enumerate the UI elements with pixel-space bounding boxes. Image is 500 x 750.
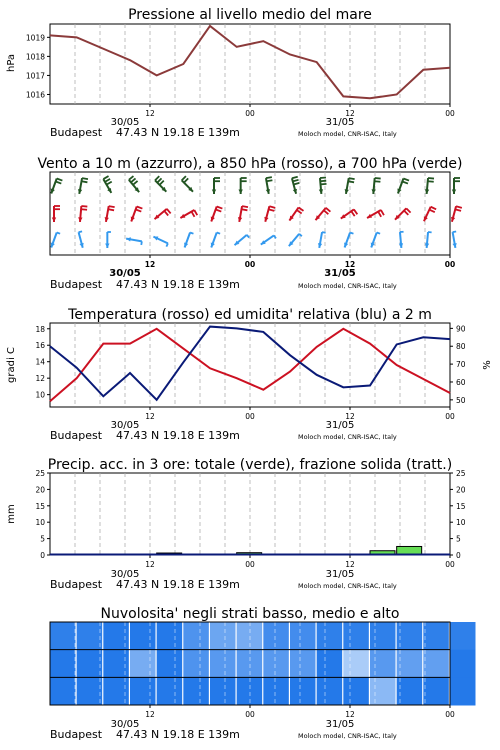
cloud-cell xyxy=(450,677,476,705)
wind-barb xyxy=(351,211,354,216)
wind-arrow-850hpa xyxy=(52,206,60,222)
wind-barb xyxy=(141,241,142,245)
wind-arrow-10m xyxy=(371,232,380,247)
x-tick-label: 12 xyxy=(345,109,355,118)
wind-barb xyxy=(299,207,304,210)
wind-arrow-700hpa xyxy=(51,178,63,193)
wind-barb xyxy=(266,177,272,178)
wind-head xyxy=(51,243,55,248)
wind-barb xyxy=(164,211,168,216)
wind-barb xyxy=(375,178,381,179)
wind-barb xyxy=(354,209,357,214)
pressure-frame xyxy=(50,24,450,104)
wind-barb xyxy=(82,181,88,182)
y-right-tick-label: 60 xyxy=(456,377,466,387)
wind-arrow-700hpa xyxy=(372,178,381,194)
cloud-cell xyxy=(317,650,343,678)
wind-arrow-700hpa xyxy=(155,176,166,192)
wind-barb xyxy=(190,232,193,233)
wind-barb xyxy=(326,208,331,212)
wind-arrow-850hpa xyxy=(180,210,197,218)
wind-barb xyxy=(191,212,194,217)
x-tick-label: 12 xyxy=(145,560,155,569)
station-coords: 47.43 N 19.18 E 139m xyxy=(116,578,240,591)
x-tick-label: 12 xyxy=(345,412,355,421)
wind-barb xyxy=(378,212,381,217)
wind-barb xyxy=(350,232,353,233)
cloud-cell xyxy=(130,677,156,705)
wind-barb xyxy=(216,209,222,211)
wind-arrow-850hpa xyxy=(451,206,462,221)
wind-arrow-850hpa xyxy=(78,206,87,222)
cloud-cell xyxy=(290,677,316,705)
wind-head xyxy=(238,189,242,194)
date-label-2: 31/05 xyxy=(325,117,355,128)
wind-head xyxy=(131,217,135,222)
wind-barb xyxy=(266,180,272,181)
date-label-1: 30/05 xyxy=(110,719,140,730)
wind-barb xyxy=(292,177,298,179)
date-label-2: 31/05 xyxy=(325,719,355,730)
wind-arrow-10m xyxy=(344,232,353,247)
cloud-cell xyxy=(77,650,103,678)
wind-barb xyxy=(129,176,134,180)
cloud-cell xyxy=(450,622,476,650)
wind-barb xyxy=(137,206,143,208)
wind-barb xyxy=(453,231,457,232)
wind-arrow-850hpa xyxy=(424,207,436,222)
wind-arrow-850hpa xyxy=(131,206,143,221)
wind-arrow-10m xyxy=(425,232,432,248)
cloud-cell xyxy=(290,622,316,650)
wind-head xyxy=(452,189,456,194)
cloud-cell xyxy=(343,622,369,650)
wind-arrow-700hpa xyxy=(452,178,460,194)
cloud-cell xyxy=(317,677,343,705)
y-tick-label: 18 xyxy=(35,324,45,334)
y-right-tick-label: 25 xyxy=(456,469,466,478)
station-name: Budapest xyxy=(50,578,103,591)
x-tick-label: 00 xyxy=(445,109,455,118)
cloud-cell xyxy=(237,650,263,678)
y-tick-label: 1018 xyxy=(25,52,45,62)
cloud-cell xyxy=(157,650,183,678)
wind-barb xyxy=(377,232,380,233)
wind-barb xyxy=(81,209,87,210)
wind-arrow-850hpa xyxy=(264,206,275,221)
precipitation-frame xyxy=(50,473,450,555)
wind-head xyxy=(212,189,216,194)
wind-barb xyxy=(155,176,159,180)
cloud-cell xyxy=(423,677,449,705)
x-tick-label: 00 xyxy=(245,560,255,569)
temperature-panel xyxy=(6,307,493,442)
y-right-tick-label: 70 xyxy=(456,360,466,370)
precipitation-ylabel: mm xyxy=(6,504,17,524)
cloud-cell xyxy=(210,622,236,650)
x-tick-label: 00 xyxy=(245,109,255,118)
wind-arrow-700hpa xyxy=(266,177,273,194)
cloud-cell xyxy=(263,650,289,678)
wind-title: Vento a 10 m (azzurro), a 850 hPa (rosso), a 700 hPa (verde) xyxy=(37,156,463,172)
cloud-cell xyxy=(237,677,263,705)
cloud-cell xyxy=(450,650,476,678)
wind-barb xyxy=(429,210,434,213)
station-name: Budapest xyxy=(50,429,103,442)
model-credit: Moloch model, CNR-ISAC, Italy xyxy=(298,732,397,740)
wind-barb xyxy=(274,235,276,238)
cloud-cell xyxy=(157,677,183,705)
wind-barb xyxy=(242,206,248,207)
humidity-ylabel: % xyxy=(482,360,493,370)
wind-barb xyxy=(269,209,275,211)
pressure-title: Pressione al livello medio del mare xyxy=(128,7,372,23)
y-right-tick-label: 0 xyxy=(456,551,461,560)
x-tick-label: 00 xyxy=(245,710,255,719)
wind-head xyxy=(425,243,429,248)
y-tick-label: 1019 xyxy=(25,33,45,43)
wind-barb xyxy=(269,206,275,208)
wind-arrow-10m xyxy=(399,232,404,248)
wind-barb xyxy=(107,182,112,185)
wind-arrow-700hpa xyxy=(182,176,193,192)
wind-barb xyxy=(167,209,171,214)
model-credit: Moloch model, CNR-ISAC, Italy xyxy=(298,433,397,441)
wind-arrow-700hpa xyxy=(319,178,327,194)
wind-head xyxy=(319,189,323,194)
y-tick-label: 16 xyxy=(35,341,45,351)
x-tick-label: 12 xyxy=(145,109,155,118)
wind-arrow-700hpa xyxy=(238,178,246,194)
cloud-cell xyxy=(370,650,396,678)
wind-arrow-850hpa xyxy=(289,207,303,220)
wind-arrow-700hpa xyxy=(212,178,220,194)
cloud-cell xyxy=(397,622,423,650)
wind-arrow-10m xyxy=(126,237,142,245)
x-tick-label: 12 xyxy=(345,560,355,569)
wind-barb xyxy=(403,178,409,180)
wind-barb xyxy=(320,181,326,182)
wind-barb xyxy=(56,181,62,183)
station-name: Budapest xyxy=(50,126,103,139)
x-tick-label: 00 xyxy=(445,710,455,719)
wind-barb xyxy=(184,178,188,182)
wind-barb xyxy=(105,179,110,182)
wind-barb xyxy=(109,206,115,207)
wind-arrow-850hpa xyxy=(395,208,411,219)
wind-barb xyxy=(131,178,136,182)
wind-arrow-10m xyxy=(51,232,60,247)
wind-arrow-700hpa xyxy=(425,178,434,194)
y-right-tick-label: 15 xyxy=(456,501,466,511)
y-tick-label: 20 xyxy=(35,485,45,495)
wind-barb xyxy=(349,178,355,179)
date-label-1: 30/05 xyxy=(110,420,140,431)
date-label-2: 31/05 xyxy=(325,569,355,580)
wind-head xyxy=(397,189,401,194)
cloud-title: Nuvolosita' negli strati basso, medio e alto xyxy=(100,606,400,622)
x-tick-label: 12 xyxy=(344,260,356,269)
precipitation-panel xyxy=(6,457,466,591)
x-tick-label: 00 xyxy=(244,260,256,269)
cloud-cell xyxy=(210,677,236,705)
cloud-cell xyxy=(210,650,236,678)
wind-barb xyxy=(406,208,410,212)
y-tick-label: 5 xyxy=(40,534,45,544)
wind-barb xyxy=(57,232,60,233)
wind-arrow-850hpa xyxy=(211,206,223,221)
wind-barb xyxy=(194,210,197,215)
wind-arrow-10m xyxy=(79,231,84,247)
y-tick-label: 14 xyxy=(35,357,45,367)
wind-barb xyxy=(456,206,462,208)
x-tick-label: 00 xyxy=(245,412,255,421)
y-tick-label: 10 xyxy=(35,390,45,400)
wind-barb xyxy=(294,183,300,185)
wind-head xyxy=(78,217,82,222)
y-tick-label: 0 xyxy=(40,551,45,560)
x-tick-label: 00 xyxy=(445,560,455,569)
wind-arrow-850hpa xyxy=(367,210,384,218)
y-right-tick-label: 50 xyxy=(456,395,466,405)
model-credit: Moloch model, CNR-ISAC, Italy xyxy=(298,582,397,590)
station-coords: 47.43 N 19.18 E 139m xyxy=(116,429,240,442)
cloud-cell xyxy=(50,677,76,705)
cloud-panel xyxy=(50,606,476,741)
wind-arrow-850hpa xyxy=(238,206,248,222)
wind-barb xyxy=(428,181,434,182)
wind-head xyxy=(105,243,109,248)
wind-barb xyxy=(160,181,164,185)
cloud-cell xyxy=(343,677,369,705)
wind-barb xyxy=(428,178,434,179)
wind-head xyxy=(425,189,429,194)
wind-barb xyxy=(455,209,461,211)
station-coords: 47.43 N 19.18 E 139m xyxy=(116,728,240,741)
wind-barb xyxy=(320,178,326,179)
x-tick-label: 12 xyxy=(145,412,155,421)
cloud-cell xyxy=(50,622,76,650)
wind-barb xyxy=(157,178,161,182)
wind-arrow-700hpa xyxy=(292,177,299,194)
wind-arrow-10m xyxy=(318,232,326,248)
y-tick-label: 25 xyxy=(35,469,45,478)
cloud-cell xyxy=(50,650,76,678)
wind-arrow-700hpa xyxy=(78,178,88,194)
date-label-2: 31/05 xyxy=(324,268,356,279)
wind-barb xyxy=(242,209,248,210)
station-name: Budapest xyxy=(50,278,103,291)
x-tick-label: 12 xyxy=(145,710,155,719)
wind-arrow-850hpa xyxy=(105,206,115,222)
cloud-cell xyxy=(157,622,183,650)
date-label-2: 31/05 xyxy=(325,420,355,431)
wind-barb xyxy=(217,206,223,208)
y-tick-label: 12 xyxy=(35,374,45,384)
cloud-cell xyxy=(317,622,343,650)
cloud-cell xyxy=(77,622,103,650)
cloud-cell xyxy=(263,622,289,650)
wind-barb xyxy=(322,232,326,233)
wind-arrow-10m xyxy=(184,232,193,247)
wind-barb xyxy=(324,210,329,214)
wind-arrow-850hpa xyxy=(316,208,331,220)
cloud-cell xyxy=(77,677,103,705)
wind-arrow-700hpa xyxy=(103,176,111,193)
wind-head xyxy=(371,243,375,248)
x-tick-label: 00 xyxy=(444,260,456,269)
cloud-cell xyxy=(397,677,423,705)
wind-barb xyxy=(381,210,384,215)
y-tick-label: 1016 xyxy=(25,90,45,100)
cloud-cell xyxy=(370,677,396,705)
wind-barb xyxy=(321,184,327,185)
wind-arrow-10m xyxy=(452,231,456,247)
wind-arrow-700hpa xyxy=(129,176,139,192)
wind-barb xyxy=(404,211,408,215)
date-label-1: 30/05 xyxy=(110,569,140,580)
cloud-cell xyxy=(343,650,369,678)
wind-arrow-10m xyxy=(153,237,168,247)
wind-arrow-700hpa xyxy=(397,178,409,193)
wind-barb xyxy=(348,181,354,182)
x-tick-label: 00 xyxy=(445,412,455,421)
wind-head xyxy=(51,189,55,194)
wind-head xyxy=(211,243,215,248)
wind-barb xyxy=(431,207,436,210)
wind-barb xyxy=(103,176,108,179)
cloud-cell xyxy=(263,677,289,705)
wind-barb xyxy=(133,181,138,185)
wind-barb xyxy=(79,231,82,232)
y-tick-label: 15 xyxy=(35,501,45,511)
pressure-panel xyxy=(6,7,455,139)
x-tick-label: 12 xyxy=(345,710,355,719)
wind-arrow-850hpa xyxy=(341,209,358,218)
wind-barb xyxy=(247,235,249,238)
wind-barb xyxy=(374,181,380,182)
pressure-ylabel: hPa xyxy=(6,53,17,73)
cloud-cell xyxy=(423,622,449,650)
y-tick-label: 10 xyxy=(35,518,45,528)
y-right-tick-label: 5 xyxy=(456,534,461,544)
cloud-cell xyxy=(183,677,209,705)
cloud-cell xyxy=(130,622,156,650)
y-right-tick-label: 20 xyxy=(456,485,466,495)
wind-arrow-10m xyxy=(261,235,276,244)
wind-head xyxy=(211,217,215,222)
wind-head xyxy=(184,243,188,248)
precipitation-title: Precip. acc. in 3 ore: totale (verde), frazione solida (tratt.) xyxy=(47,457,453,473)
wind-barb xyxy=(299,234,302,236)
wind-barb xyxy=(81,206,87,207)
wind-arrow-10m xyxy=(235,235,250,245)
cloud-cell xyxy=(237,622,263,650)
date-label-1: 30/05 xyxy=(109,268,141,279)
wind-barb xyxy=(136,209,142,211)
temperature-ylabel: gradi C xyxy=(6,347,17,383)
wind-arrow-10m xyxy=(211,232,220,247)
wind-barb xyxy=(108,209,114,210)
wind-barb xyxy=(297,210,302,213)
cloud-cell xyxy=(423,650,449,678)
cloud-cell xyxy=(183,650,209,678)
y-right-tick-label: 80 xyxy=(456,342,466,352)
wind-arrow-10m xyxy=(105,232,111,248)
date-label-1: 30/05 xyxy=(110,117,140,128)
station-coords: 47.43 N 19.18 E 139m xyxy=(116,278,240,291)
wind-barb xyxy=(57,178,63,180)
wind-head xyxy=(399,243,403,248)
wind-barb xyxy=(182,176,186,180)
y-tick-label: 1017 xyxy=(25,71,45,81)
model-credit: Moloch model, CNR-ISAC, Italy xyxy=(298,282,397,290)
wind-head xyxy=(344,243,348,248)
wind-arrow-850hpa xyxy=(155,209,171,219)
cloud-cell xyxy=(290,650,316,678)
wind-barb xyxy=(82,178,88,179)
temperature-title: Temperatura (rosso) ed umidita' relativa (blu) a 2 m xyxy=(68,307,432,323)
y-right-tick-label: 10 xyxy=(456,518,466,528)
wind-barb xyxy=(217,232,220,233)
wind-barb xyxy=(293,180,299,182)
wind-panel xyxy=(37,156,462,291)
station-name: Budapest xyxy=(50,728,103,741)
cloud-cell xyxy=(397,650,423,678)
x-tick-label: 12 xyxy=(144,260,156,269)
station-coords: 47.43 N 19.18 E 139m xyxy=(116,126,240,139)
cloud-cell xyxy=(130,650,156,678)
cloud-cell xyxy=(370,622,396,650)
wind-barb xyxy=(402,181,408,183)
cloud-cell xyxy=(183,622,209,650)
wind-head xyxy=(52,217,56,222)
y-right-tick-label: 90 xyxy=(456,324,466,334)
model-credit: Moloch model, CNR-ISAC, Italy xyxy=(298,130,397,138)
